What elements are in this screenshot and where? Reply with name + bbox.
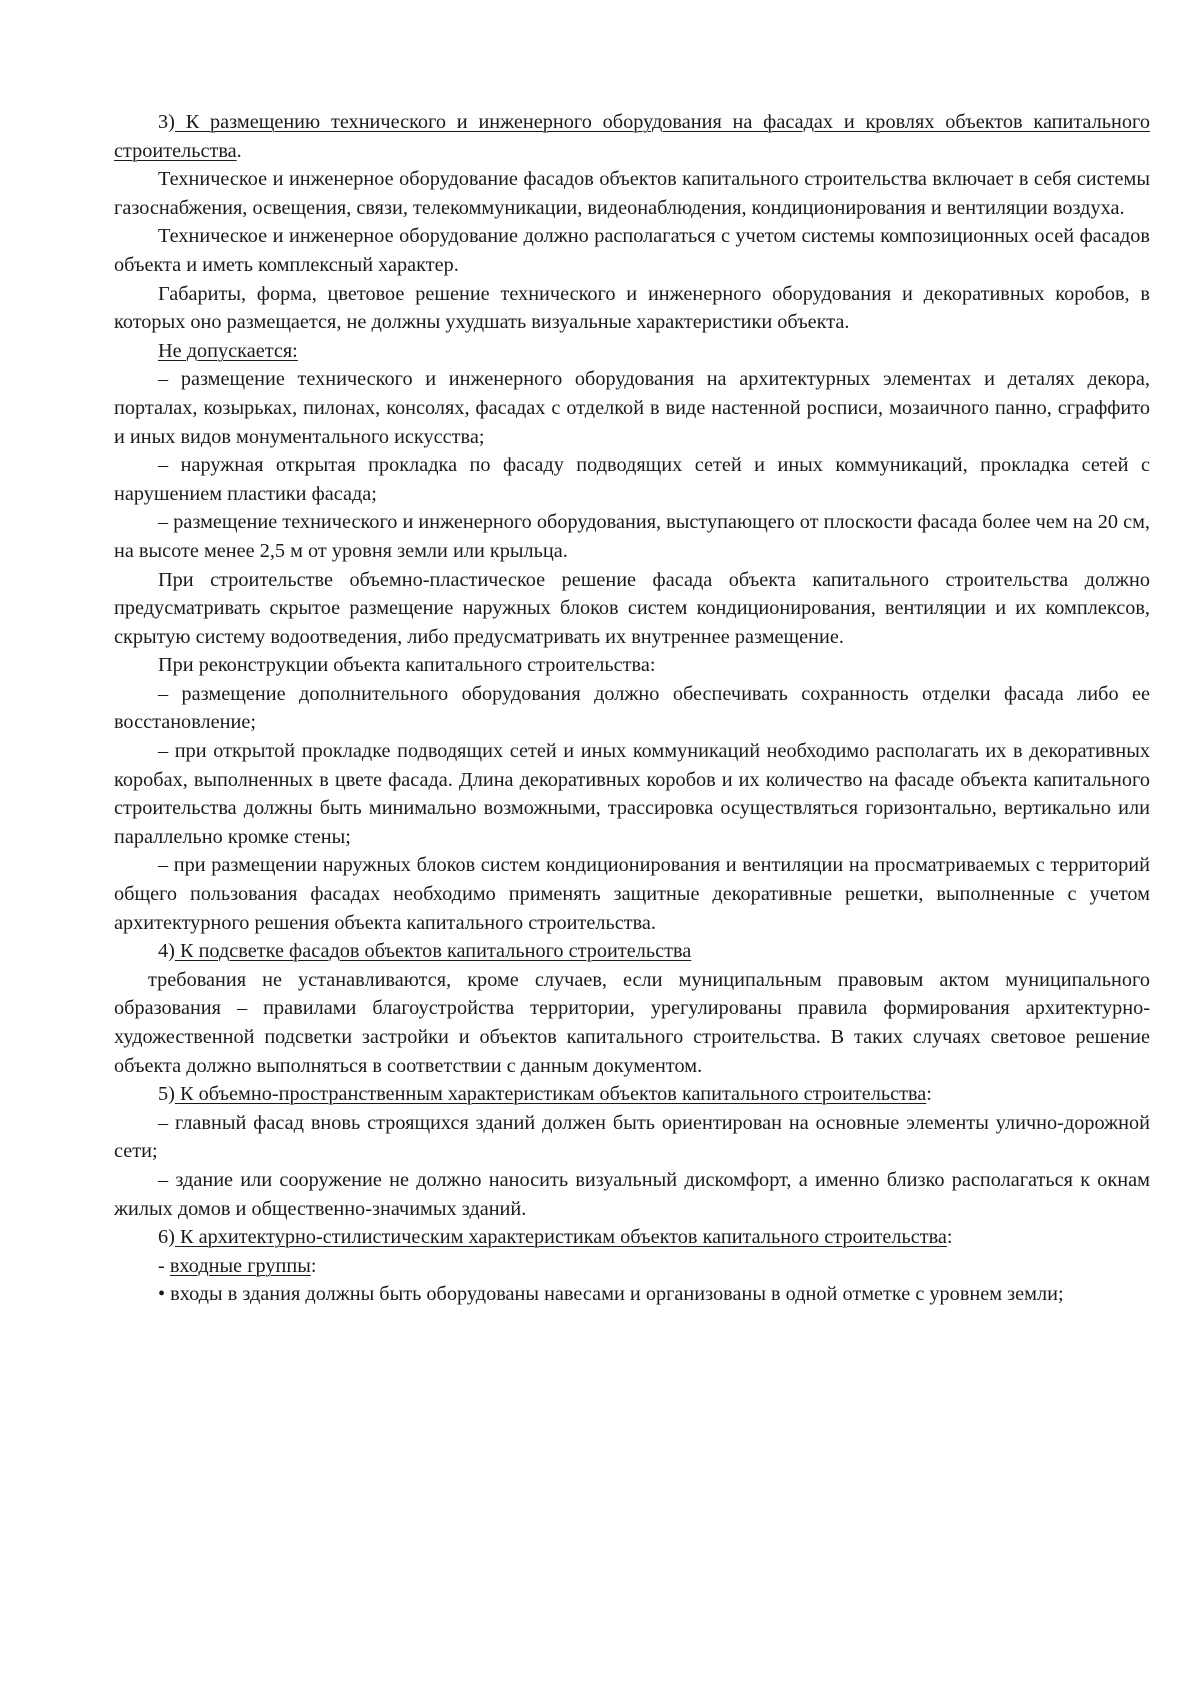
- section-title: К архитектурно-стилистическим характеристикам объектов капитального строительства: [174, 1226, 947, 1249]
- section-5-heading: 5) К объемно-пространственным характеристикам объектов капитального строительства:: [158, 1083, 932, 1106]
- entrance-groups-heading: - входные группы:: [158, 1254, 317, 1277]
- paragraph: При строительстве объемно-пластическое решение фасада объекта капитального строительства должно предусматривать скрытое размещение наружных блоков систем кондиционирования, вентиляции и их комплексов, скрытую систему водоотведения, либо предусматривать их внутреннее размещение.: [114, 568, 1150, 648]
- list-item: – размещение дополнительного оборудования должно обеспечивать сохранность отделки фасада либо ее восстановление;: [114, 682, 1150, 734]
- section-number: 5): [158, 1083, 175, 1106]
- list-item: – при открытой прокладке подводящих сетей и иных коммуникаций необходимо располагать их в декоративных коробах, выполненных в цвете фасада. Длина декоративных коробов и их количество на фасаде объекта капитального строительства должны быть минимально возможными, трассировка осуществляться горизонтально, вертикально или параллельно кромке стены;: [114, 740, 1150, 848]
- not-allowed-heading: Не допускается:: [158, 339, 298, 362]
- list-item: – главный фасад вновь строящихся зданий должен быть ориентирован на основные элементы улично-дорожной сети;: [114, 1111, 1150, 1163]
- paragraph: Техническое и инженерное оборудование фасадов объектов капитального строительства включает в себя системы газоснабжения, освещения, связи, телекоммуникации, видеонаблюдения, кондиционирования и вентиляции воздуха.: [114, 168, 1150, 219]
- section-title: К подсветке фасадов объектов капитального строительства: [174, 940, 692, 963]
- section-number: 4): [158, 940, 175, 963]
- list-item: – размещение технического и инженерного оборудования, выступающего от плоскости фасада более чем на 20 см, на высоте менее 2,5 м от уровня земли или крыльца.: [114, 511, 1150, 562]
- paragraph: требования не устанавливаются, кроме случаев, если муниципальным правовым актом муниципального образования – правилами благоустройства территории, урегулированы правила формирования архитектурно-художественной подсветки застройки и объектов капитального строительства. В таких случаях световое решение объекта должно выполняться в соответствии с данным документом.: [114, 968, 1150, 1077]
- bullet-item: • входы в здания должны быть оборудованы навесами и организованы в одной отметке с уровнем земли;: [158, 1283, 1064, 1306]
- document-page: [114, 108, 1150, 1309]
- list-item: – при размещении наружных блоков систем кондиционирования и вентиляции на просматриваемых с территорий общего пользования фасадах необходимо применять защитные декоративные решетки, выполненные с учетом архитектурного решения объекта капитального строительства.: [114, 854, 1150, 934]
- section-3-heading: 3) К размещению технического и инженерного оборудования на фасадах и кровлях объектов капитального строительства.: [114, 111, 1150, 162]
- section-number: 6): [158, 1226, 175, 1249]
- section-number: 3): [158, 111, 175, 133]
- paragraph: Габариты, форма, цветовое решение технического и инженерного оборудования и декоративных коробов, в которых оно размещается, не должны ухудшать визуальные характеристики объекта.: [114, 282, 1150, 334]
- section-title: К размещению технического и инженерного оборудования на фасадах и кровлях объектов капитального строительства: [114, 111, 1150, 162]
- bullet-icon: •: [158, 1283, 166, 1306]
- paragraph: Техническое и инженерное оборудование должно располагаться с учетом системы композиционных осей фасадов объекта и иметь комплексный характер.: [114, 225, 1150, 276]
- paragraph: При реконструкции объекта капитального строительства:: [158, 654, 656, 677]
- list-item: – наружная открытая прокладка по фасаду подводящих сетей и иных коммуникаций, прокладка сетей с нарушением пластики фасада;: [114, 454, 1150, 505]
- section-6-heading: 6) К архитектурно-стилистическим характеристикам объектов капитального строительства:: [158, 1226, 953, 1249]
- list-item: – размещение технического и инженерного оборудования на архитектурных элементах и деталях декора, порталах, козырьках, пилонах, консолях, фасадах с отделкой в виде настенной росписи, мозаичного панно, сграффито и иных видов монументального искусства;: [114, 368, 1150, 448]
- section-4-heading: [114, 937, 1150, 966]
- section-title: К объемно-пространственным характеристикам объектов капитального строительства: [174, 1083, 927, 1106]
- list-item: – здание или сооружение не должно наносить визуальный дискомфорт, а именно близко располагаться к окнам жилых домов и общественно-значимых зданий.: [114, 1168, 1150, 1220]
